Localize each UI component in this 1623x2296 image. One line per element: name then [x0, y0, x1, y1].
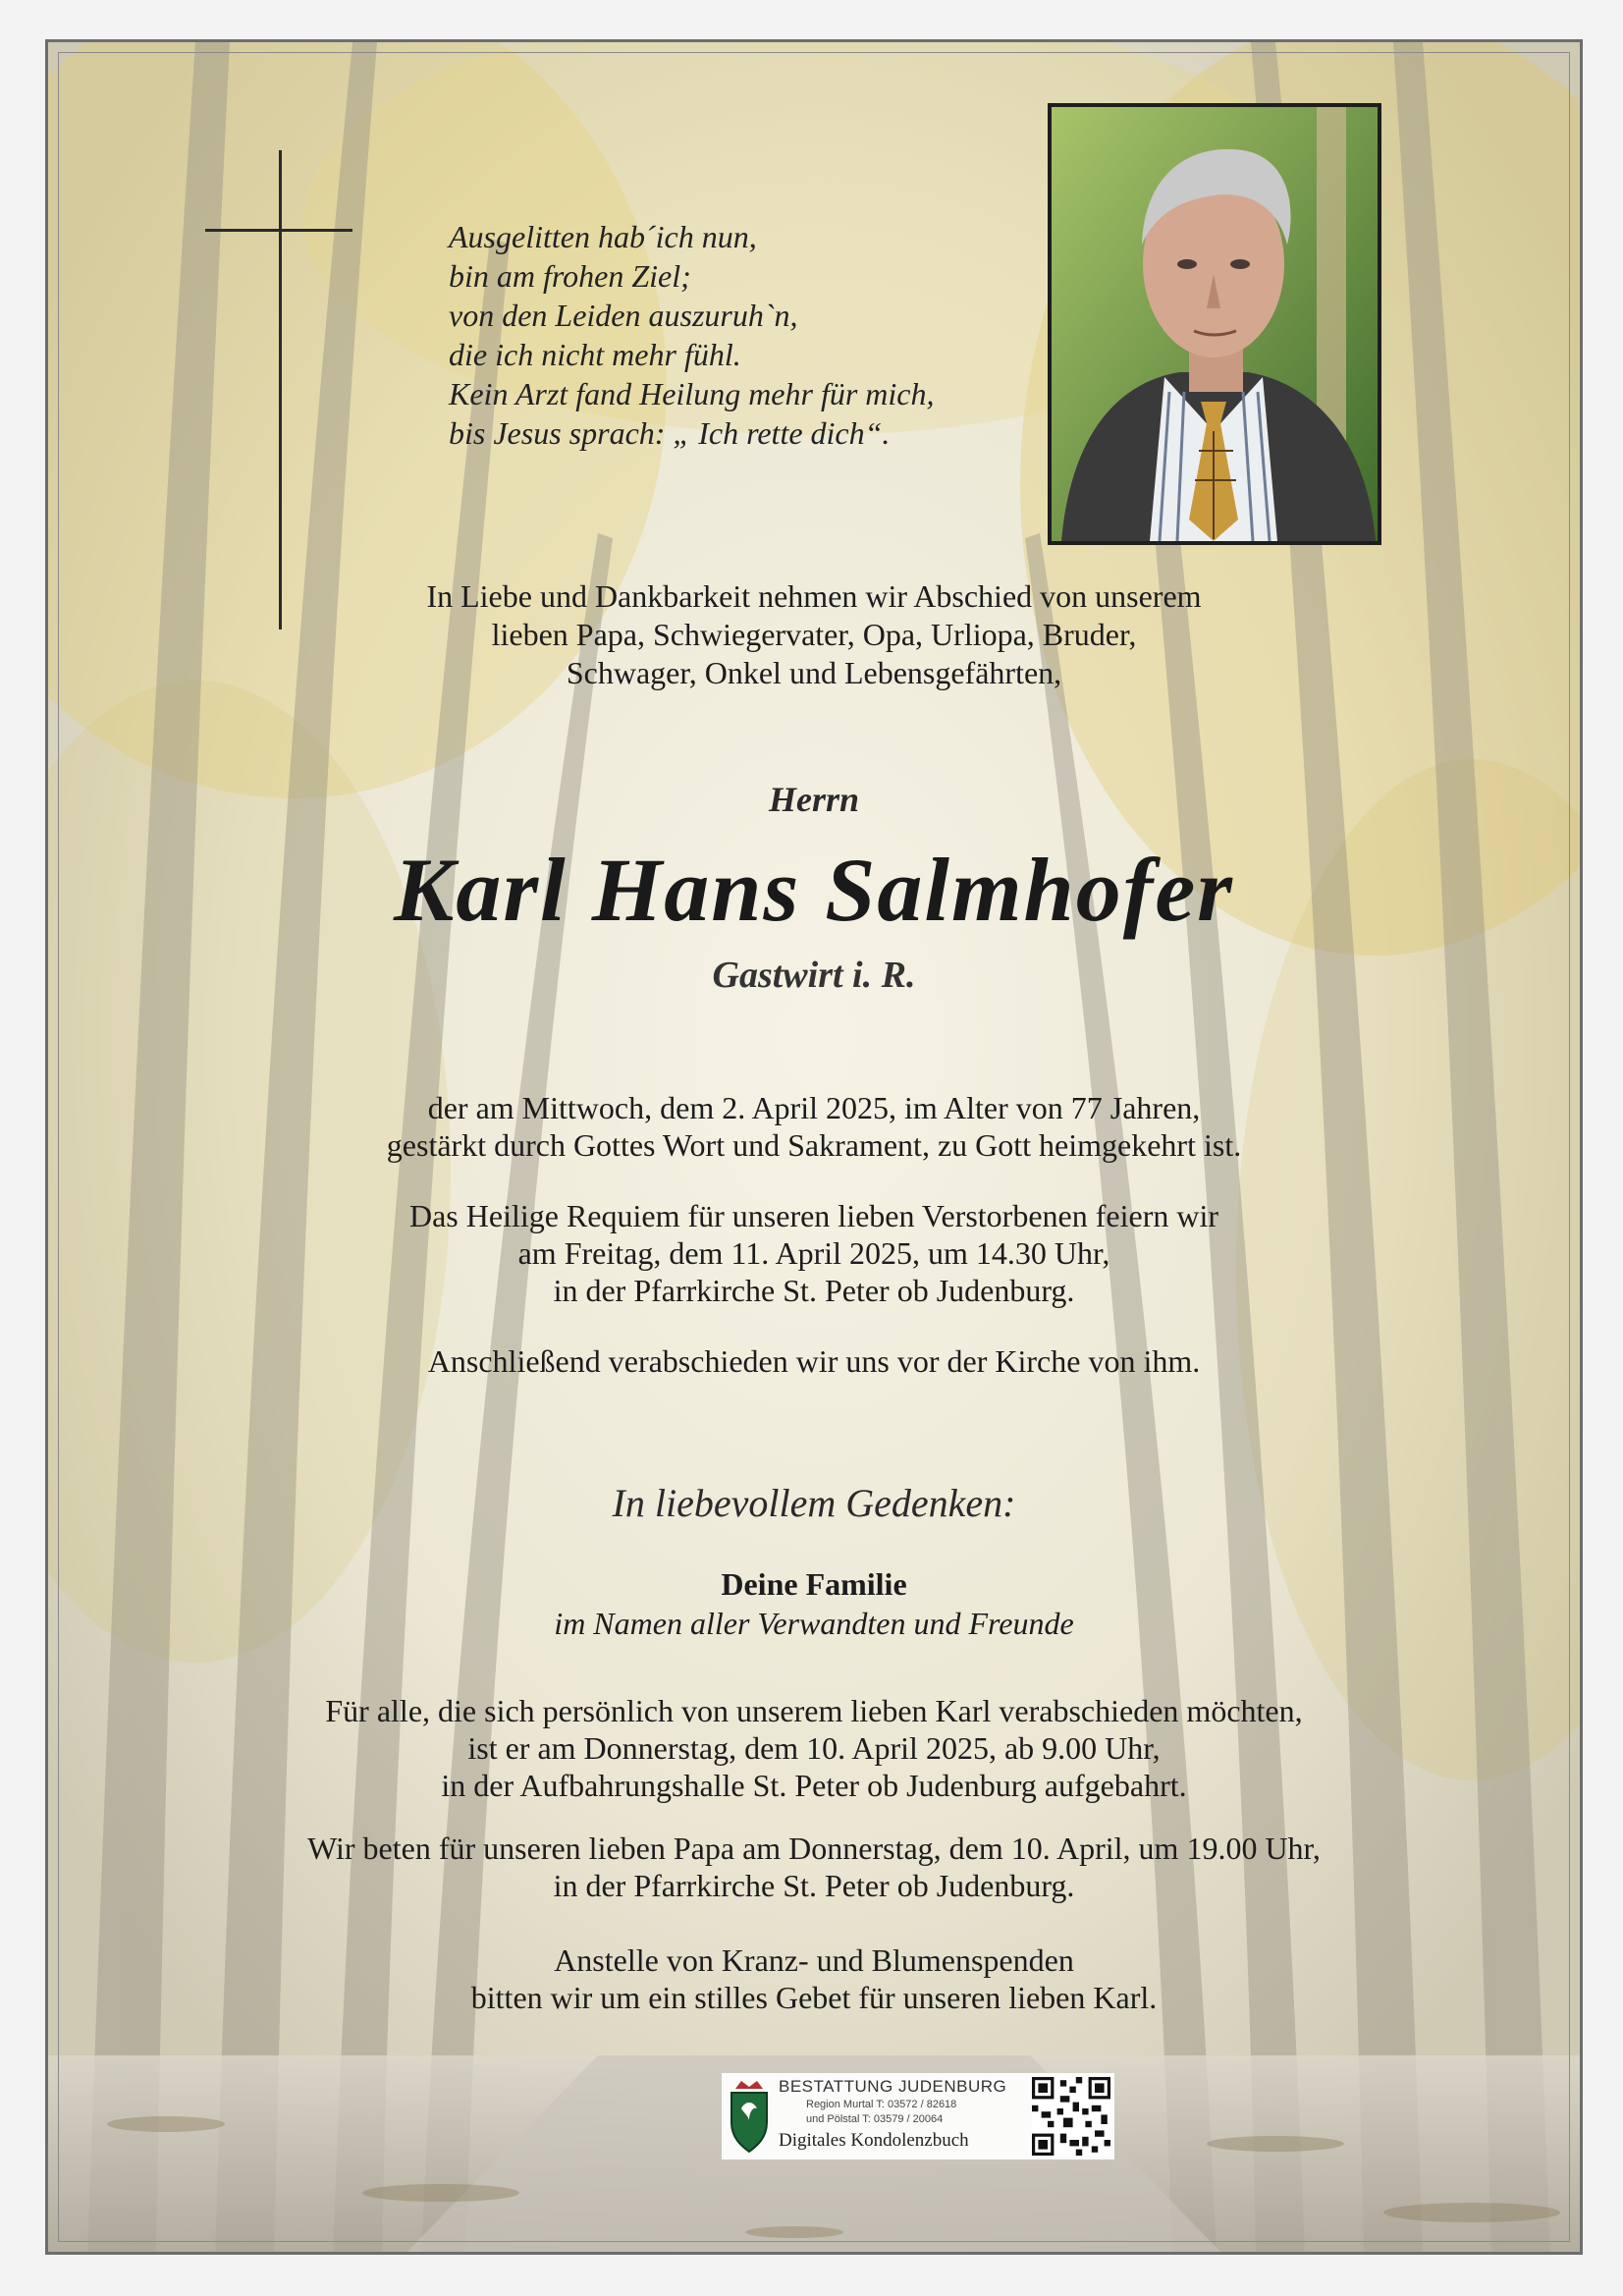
- prayer-line: in der Pfarrkirche St. Peter ob Judenburg.: [553, 1868, 1075, 1903]
- intro-line: Schwager, Onkel und Lebensgefährten,: [566, 655, 1062, 690]
- intro-line: In Liebe und Dankbarkeit nehmen wir Abschied von unserem: [426, 578, 1202, 614]
- prayer-text: [48, 1830, 1580, 1904]
- deceased-name: Karl Hans Salmhofer: [394, 840, 1234, 940]
- viewing-line: ist er am Donnerstag, dem 10. April 2025, ab 9.00 Uhr,: [467, 1730, 1161, 1766]
- donation-line: Anstelle von Kranz- und Blumenspenden: [554, 1942, 1074, 1978]
- cross-icon-bar: [205, 229, 352, 232]
- death-notice: [48, 1089, 1580, 1164]
- poem-line: Kein Arzt fand Heilung mehr für mich,: [449, 376, 935, 411]
- viewing-line: Für alle, die sich persönlich von unserem lieben Karl verabschieden möchten,: [325, 1693, 1303, 1728]
- obituary-sheet: [45, 39, 1583, 2255]
- poem-line: bin am frohen Ziel;: [449, 258, 691, 294]
- funeral-home-name: BESTATTUNG JUDENBURG: [779, 2077, 1007, 2096]
- death-notice-line: der am Mittwoch, dem 2. April 2025, im Alter von 77 Jahren,: [427, 1090, 1201, 1125]
- funeral-home-phone-poelstal: und Pölstal T: 03579 / 20064: [806, 2113, 944, 2125]
- family-signature: Deine Familie: [721, 1566, 907, 1602]
- qr-code-icon[interactable]: [1032, 2077, 1110, 2156]
- cross-icon: [279, 150, 282, 629]
- intro-line: lieben Papa, Schwiegervater, Opa, Urliopa, Bruder,: [491, 617, 1137, 652]
- poem: [449, 217, 935, 453]
- condolence-book-link[interactable]: Digitales Kondolenzbuch: [779, 2130, 969, 2151]
- poem-line: von den Leiden auszuruh`n,: [449, 298, 798, 333]
- viewing-text: [48, 1692, 1580, 1804]
- viewing-line: in der Aufbahrungshalle St. Peter ob Judenburg aufgebahrt.: [441, 1768, 1187, 1803]
- requiem-line: Das Heilige Requiem für unseren lieben Verstorbenen feiern wir: [408, 1198, 1218, 1233]
- memory-heading: In liebevollem Gedenken:: [612, 1481, 1016, 1525]
- obituary-content: [48, 42, 1580, 2252]
- donation-text: [48, 1941, 1580, 2016]
- poem-line: die ich nicht mehr fühl.: [449, 337, 741, 372]
- intro-text: [48, 577, 1580, 692]
- occupation: Gastwirt i. R.: [712, 955, 916, 996]
- coat-of-arms-icon: [728, 2079, 771, 2154]
- requiem-line: am Freitag, dem 11. April 2025, um 14.30 Uhr,: [517, 1235, 1110, 1271]
- family-subline: im Namen aller Verwandten und Freunde: [554, 1606, 1074, 1641]
- farewell-text: [48, 1342, 1580, 1380]
- prayer-line: Wir beten für unseren lieben Papa am Donnerstag, dem 10. April, um 19.00 Uhr,: [307, 1831, 1321, 1866]
- salutation: Herrn: [768, 780, 860, 819]
- funeral-home-footer: [722, 2073, 1114, 2159]
- requiem-text: [48, 1197, 1580, 1309]
- requiem-line: in der Pfarrkirche St. Peter ob Judenburg.: [553, 1273, 1075, 1308]
- poem-line: Ausgelitten hab´ich nun,: [449, 219, 757, 254]
- donation-line: bitten wir um ein stilles Gebet für unseren lieben Karl.: [470, 1980, 1158, 2015]
- farewell-line: Anschließend verabschieden wir uns vor der Kirche von ihm.: [427, 1343, 1201, 1379]
- funeral-home-phone-murtal: Region Murtal T: 03572 / 82618: [806, 2099, 957, 2110]
- poem-line: bis Jesus sprach: „ Ich rette dich“.: [449, 415, 891, 451]
- death-notice-line: gestärkt durch Gottes Wort und Sakrament, zu Gott heimgekehrt ist.: [386, 1127, 1242, 1163]
- portrait-photo: [1048, 103, 1381, 545]
